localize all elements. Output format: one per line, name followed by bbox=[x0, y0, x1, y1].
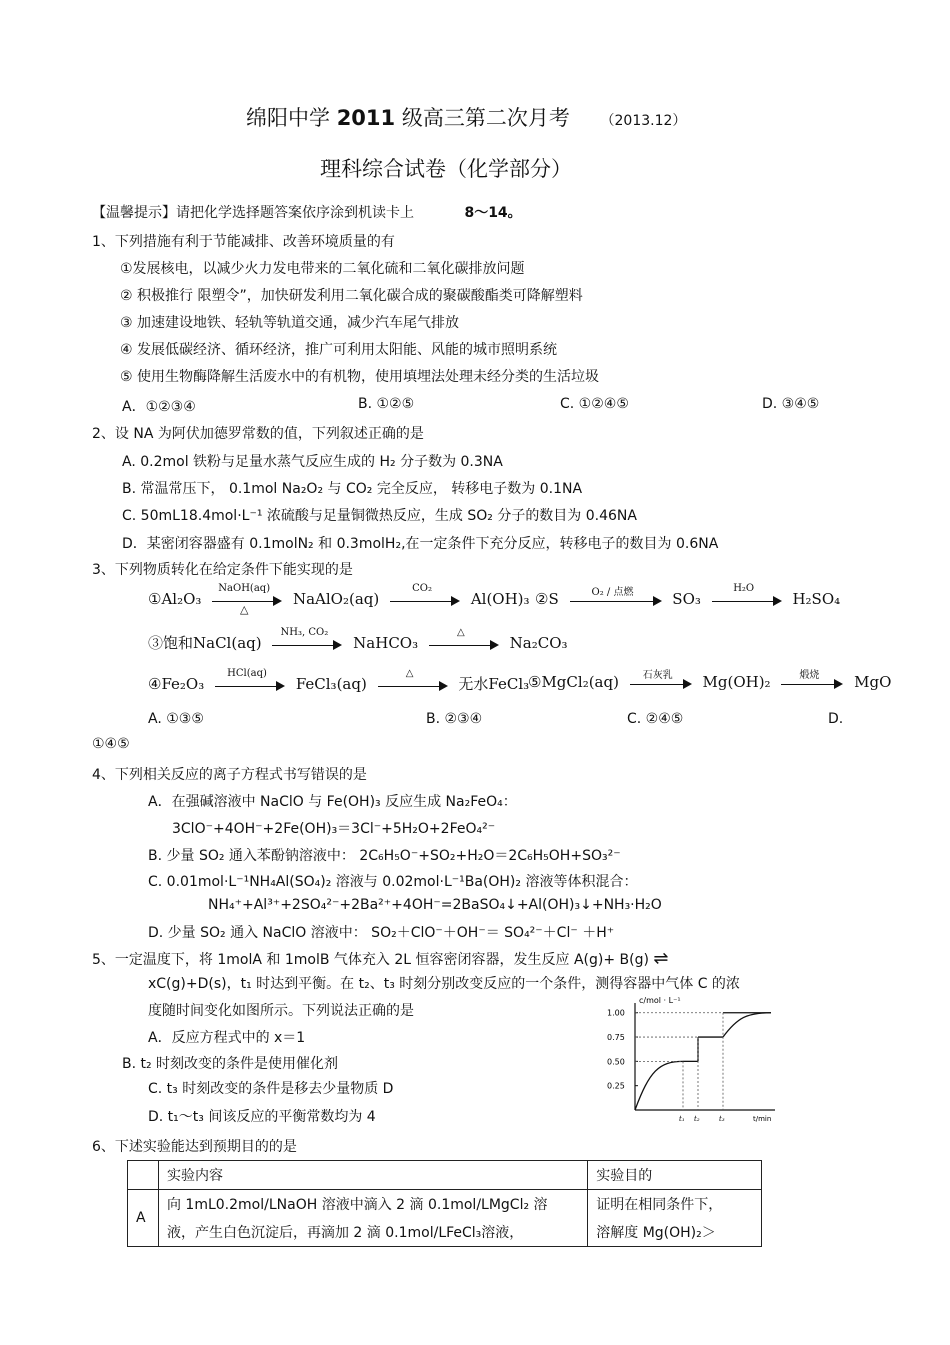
reaction-arrow: NaOH(aq) △ bbox=[212, 593, 282, 607]
y-tick-label: 0.50 bbox=[607, 1057, 625, 1067]
q1-option-b: B. ①②⑤ bbox=[358, 396, 415, 412]
q2-option-b: B. 常温常压下， 0.1mol Na₂O₂ 与 CO₂ 完全反应， 转移电子数为 0.1NA bbox=[122, 481, 583, 497]
q1-item: ⑤ 使用生物酶降解生活废水中的有机物，使用填埋法处理未经分类的生活垃圾 bbox=[120, 369, 599, 385]
q1-stem: 1、下列措施有利于节能减排、改善环境质量的有 bbox=[92, 234, 395, 250]
q5-option-b: B. t₂ 时刻改变的条件是使用催化剂 bbox=[122, 1056, 339, 1072]
reaction-5: ⑤MgCl₂(aq) 石灰乳 Mg(OH)₂ 煅烧 MgO bbox=[528, 670, 892, 691]
reaction-arrow: △ bbox=[429, 637, 499, 651]
series-curve bbox=[635, 1061, 683, 1110]
row-label: A bbox=[128, 1190, 159, 1247]
q3-option-c: C. ②④⑤ bbox=[627, 711, 684, 727]
q3-option-a: A. ①③⑤ bbox=[148, 711, 204, 727]
q1-item: ③ 加速建设地铁、轻轨等轨道交通，减少汽车尾气排放 bbox=[120, 315, 459, 331]
reaction-1: ①Al₂O₃ NaOH(aq) △ NaAlO₂(aq) CO₂ Al(OH)₃ bbox=[148, 583, 530, 616]
q2-option-a: A. 0.2mol 铁粉与足量水蒸气反应生成的 H₂ 分子数为 0.3NA bbox=[122, 454, 503, 470]
q3-stem: 3、下列物质转化在给定条件下能实现的是 bbox=[92, 562, 353, 578]
reaction-arrow: O₂ / 点燃 bbox=[570, 593, 662, 607]
reaction-arrow: 煅烧 bbox=[781, 676, 843, 690]
q3-option-d: D. bbox=[828, 711, 844, 727]
x-tick-label: t₂ bbox=[694, 1115, 700, 1123]
q5-option-a: A．反应方程式中的 x＝1 bbox=[148, 1030, 306, 1046]
table-header-row bbox=[128, 1161, 762, 1190]
concentration-chart bbox=[603, 995, 783, 1125]
grade-year: 2011 bbox=[336, 106, 396, 130]
exam-name: 级高三第二次月考 bbox=[401, 106, 570, 130]
x-axis-label: t/min bbox=[753, 1115, 772, 1123]
q4-line: NH₄⁺+Al³⁺+2SO₄²⁻+2Ba²⁺+4OH⁻=2BaSO₄↓+Al(OH)₃↓+NH₃·H₂O bbox=[208, 897, 662, 913]
reaction-arrow: NH₃, CO₂ bbox=[272, 637, 342, 651]
reaction-arrow: H₂O bbox=[712, 593, 782, 607]
exam-title bbox=[246, 102, 686, 132]
experiment-purpose: 证明在相同条件下， 溶解度 Mg(OH)₂＞ bbox=[588, 1190, 762, 1247]
q6-stem: 6、下述实验能达到预期目的的是 bbox=[92, 1139, 297, 1155]
q5-stem-a: 5、一定温度下，将 1molA 和 1molB 气体充入 2L 恒容密闭容器，发生反应 A(g)+ B(g) ⇌ bbox=[92, 948, 669, 969]
q4-line: C. 0.01mol·L⁻¹NH₄Al(SO₄)₂ 溶液与 0.02mol·L⁻¹Ba(OH)₂ 溶液等体积混合： bbox=[148, 874, 638, 890]
table-row bbox=[128, 1190, 762, 1247]
q2-option-c: C. 50mL18.4mol·L⁻¹ 浓硫酸与足量铜微热反应，生成 SO₂ 分子的数目为 0.46NA bbox=[122, 508, 637, 524]
y-axis-label: c/mol · L⁻¹ bbox=[639, 996, 681, 1005]
q1-option-c: C. ①②④⑤ bbox=[560, 396, 629, 412]
reaction-arrow: CO₂ bbox=[390, 593, 460, 607]
q1-option-d: D. ③④⑤ bbox=[762, 396, 820, 412]
school-name: 绵阳中学 bbox=[246, 106, 330, 130]
q4-stem: 4、下列相关反应的离子方程式书写错误的是 bbox=[92, 767, 367, 783]
series-curve bbox=[723, 1013, 771, 1037]
reaction-arrow: △ bbox=[378, 678, 448, 692]
q4-line: B. 少量 SO₂ 通入苯酚钠溶液中： 2C₆H₅O⁻+SO₂+H₂O＝2C₆H₅OH+SO₃²⁻ bbox=[148, 848, 621, 864]
experiment-content: 向 1mL0.2mol/LNaOH 溶液中滴入 2 滴 0.1mol/LMgCl₂ 溶 液，产生白色沉淀后，再滴加 2 滴 0.1mol/LFeCl₃溶液， bbox=[158, 1190, 587, 1247]
y-tick-label: 0.75 bbox=[607, 1033, 625, 1043]
q5-stem-b: xC(g)+D(s)，t₁ 时达到平衡。在 t₂、t₃ 时刻分别改变反应的一个条件，测得容器中气体 C 的浓 bbox=[148, 976, 740, 992]
q5-option-c: C. t₃ 时刻改变的条件是移去少量物质 D bbox=[148, 1081, 394, 1097]
q5-option-d: D. t₁～t₃ 间该反应的平衡常数均为 4 bbox=[148, 1109, 376, 1125]
y-tick-label: 1.00 bbox=[607, 1008, 625, 1018]
x-tick-label: t₃ bbox=[719, 1115, 725, 1123]
q1-item: ①发展核电，以减少火力发电带来的二氧化硫和二氧化碳排放问题 bbox=[120, 261, 525, 277]
q3-option-d-cont: ①④⑤ bbox=[92, 736, 130, 752]
q4-line: D. 少量 SO₂ 通入 NaClO 溶液中： SO₂＋ClO⁻＋OH⁻＝ SO₄²⁻＋Cl⁻ ＋H⁺ bbox=[148, 925, 615, 941]
tip-text: 【温馨提示】请把化学选择题答案依序涂到机读卡上 8～14。 bbox=[92, 205, 522, 221]
q3-option-b: B. ②③④ bbox=[426, 711, 483, 727]
reaction-4: ④Fe₂O₃ HCl(aq) FeCl₃(aq) △ 无水FeCl₃ bbox=[148, 668, 530, 693]
reaction-arrow: 石灰乳 bbox=[630, 676, 692, 690]
table-header-cell: 实验内容 bbox=[158, 1161, 587, 1190]
y-tick-label: 0.25 bbox=[607, 1081, 625, 1091]
x-tick-label: t₁ bbox=[679, 1115, 685, 1123]
equilibrium-arrow-icon: ⇌ bbox=[653, 948, 669, 969]
tip-range: 8～14。 bbox=[464, 205, 522, 221]
exam-subtitle: 理科综合试卷（化学部分） bbox=[320, 157, 572, 181]
q2-stem: 2、设 NA 为阿伏加德罗常数的值，下列叙述正确的是 bbox=[92, 426, 424, 442]
q1-item: ② 积极推行 限塑令”，加快研发利用二氧化碳合成的聚碳酸酯类可降解塑料 bbox=[120, 288, 583, 304]
q1-item: ④ 发展低碳经济、循环经济，推广可利用太阳能、风能的城市照明系统 bbox=[120, 342, 557, 358]
q1-option-a: A．①②③④ bbox=[122, 399, 196, 415]
reaction-arrow: HCl(aq) bbox=[215, 678, 285, 692]
reaction-2: ②S O₂ / 点燃 SO₃ H₂O H₂SO₄ bbox=[535, 583, 841, 608]
experiment-table bbox=[127, 1160, 762, 1247]
q4-line: 3ClO⁻+4OH⁻+2Fe(OH)₃＝3Cl⁻+5H₂O+2FeO₄²⁻ bbox=[172, 821, 496, 837]
q4-line: A．在强碱溶液中 NaClO 与 Fe(OH)₃ 反应生成 Na₂FeO₄： bbox=[148, 794, 517, 810]
q5-stem-c: 度随时间变化如图所示。下列说法正确的是 bbox=[148, 1003, 414, 1019]
reaction-3: ③饱和NaCl(aq) NH₃, CO₂ NaHCO₃ △ Na₂CO₃ bbox=[148, 627, 568, 652]
table-header-cell bbox=[128, 1161, 159, 1190]
q2-option-d: D．某密闭容器盛有 0.1molN₂ 和 0.3molH₂,在一定条件下充分反应，转移电子的数目为 0.6NA bbox=[122, 536, 719, 552]
exam-date: （2013.12） bbox=[600, 113, 687, 129]
table-header-cell: 实验目的 bbox=[588, 1161, 762, 1190]
